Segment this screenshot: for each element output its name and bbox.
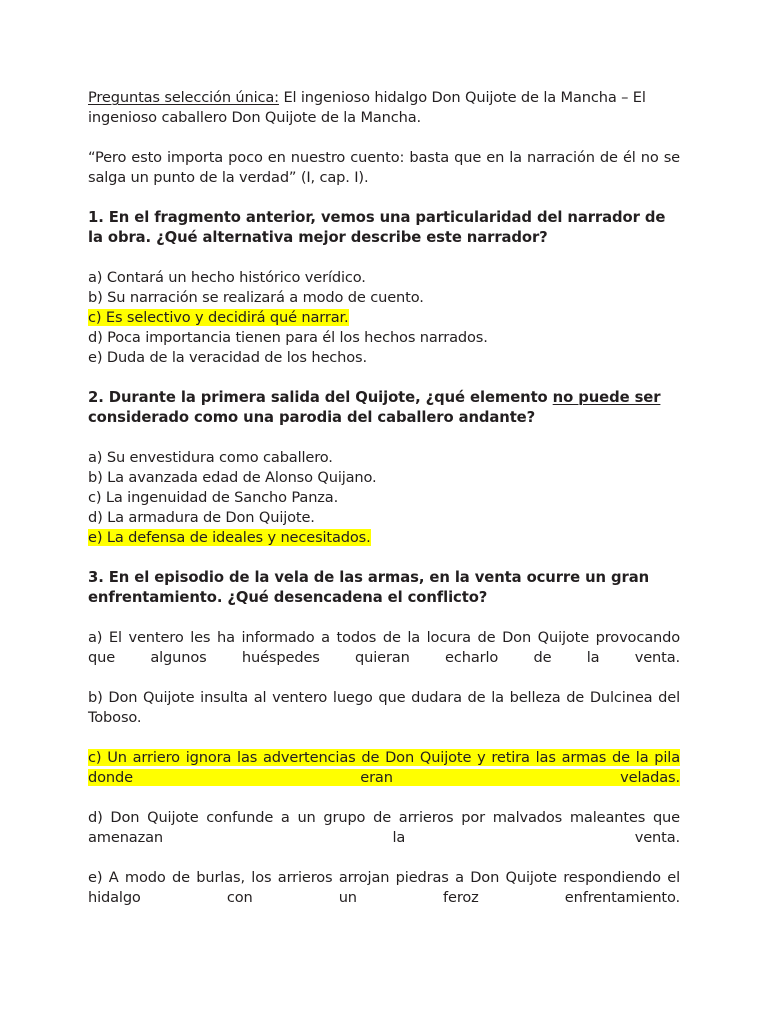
option-2e[interactable] bbox=[88, 528, 680, 548]
question-3-heading bbox=[88, 568, 680, 608]
question-3-options bbox=[88, 628, 680, 928]
option-2d[interactable] bbox=[88, 508, 680, 528]
option-3d[interactable] bbox=[88, 808, 680, 868]
option-1a-label: a) Contará un hecho histórico verídico. bbox=[88, 269, 366, 286]
intro-paragraph bbox=[88, 88, 680, 128]
quote-paragraph: “Pero esto importa poco en nuestro cuento: basta que en la narración de él no se salga un punto de la verdad” (I, cap. I). bbox=[88, 149, 680, 186]
option-3c-label: c) Un arriero ignora las advertencias de Don Quijote y retira las armas de la pila donde eran veladas. bbox=[88, 749, 680, 786]
option-3a-label: a) El ventero les ha informado a todos de la locura de Don Quijote provocando que algunos huéspedes quieran echarlo de la venta. bbox=[88, 629, 680, 666]
option-3e[interactable] bbox=[88, 868, 680, 928]
option-2c-label: c) La ingenuidad de Sancho Panza. bbox=[88, 489, 339, 506]
option-3c[interactable] bbox=[88, 748, 680, 808]
option-2e-label: e) La defensa de ideales y necesitados. bbox=[88, 529, 371, 546]
option-2a-label: a) Su envestidura como caballero. bbox=[88, 449, 333, 466]
option-3b[interactable] bbox=[88, 688, 680, 748]
question-1-options bbox=[88, 268, 680, 368]
intro-label: Preguntas selección única: bbox=[88, 89, 279, 106]
option-3b-label: b) Don Quijote insulta al ventero luego que dudara de la belleza de Dulcinea del Toboso. bbox=[88, 689, 680, 726]
question-2-heading-emphasis: no puede ser bbox=[552, 389, 661, 406]
option-1c[interactable] bbox=[88, 308, 680, 328]
option-2b[interactable] bbox=[88, 468, 680, 488]
intro-text: El ingenioso hidalgo Don Quijote de la Mancha – El ingenioso caballero Don Quijote de la Mancha. bbox=[88, 89, 646, 126]
option-2a[interactable] bbox=[88, 448, 680, 468]
option-1e[interactable] bbox=[88, 348, 680, 368]
question-2-heading-before: 2. Durante la primera salida del Quijote, ¿qué elemento bbox=[88, 389, 553, 406]
document-body bbox=[88, 88, 680, 948]
question-3-heading-before: 3. En el episodio de la vela de las armas, en la venta ocurre un gran enfrentamiento. ¿Qué desencadena el conflicto? bbox=[88, 569, 650, 606]
option-2c[interactable] bbox=[88, 488, 680, 508]
option-1d[interactable] bbox=[88, 328, 680, 348]
question-1-heading bbox=[88, 208, 680, 248]
option-2d-label: d) La armadura de Don Quijote. bbox=[88, 509, 315, 526]
question-2-heading bbox=[88, 388, 680, 428]
option-3a[interactable] bbox=[88, 628, 680, 688]
option-1e-label: e) Duda de la veracidad de los hechos. bbox=[88, 349, 367, 366]
option-1c-label: c) Es selectivo y decidirá qué narrar. bbox=[88, 309, 349, 326]
option-3e-label: e) A modo de burlas, los arrieros arrojan piedras a Don Quijote respondiendo el hidalgo con un feroz enfrentamiento. bbox=[88, 869, 680, 906]
option-1a[interactable] bbox=[88, 268, 680, 288]
question-2-heading-after: considerado como una parodia del caballero andante? bbox=[88, 409, 536, 426]
option-1d-label: d) Poca importancia tienen para él los hechos narrados. bbox=[88, 329, 488, 346]
question-2-options bbox=[88, 448, 680, 548]
question-1-heading-before: 1. En el fragmento anterior, vemos una particularidad del narrador de la obra. ¿Qué alternativa mejor describe este narrador? bbox=[88, 209, 666, 246]
option-1b-label: b) Su narración se realizará a modo de cuento. bbox=[88, 289, 424, 306]
option-2b-label: b) La avanzada edad de Alonso Quijano. bbox=[88, 469, 377, 486]
option-1b[interactable] bbox=[88, 288, 680, 308]
option-3d-label: d) Don Quijote confunde a un grupo de arrieros por malvados maleantes que amenazan la venta. bbox=[88, 809, 680, 846]
